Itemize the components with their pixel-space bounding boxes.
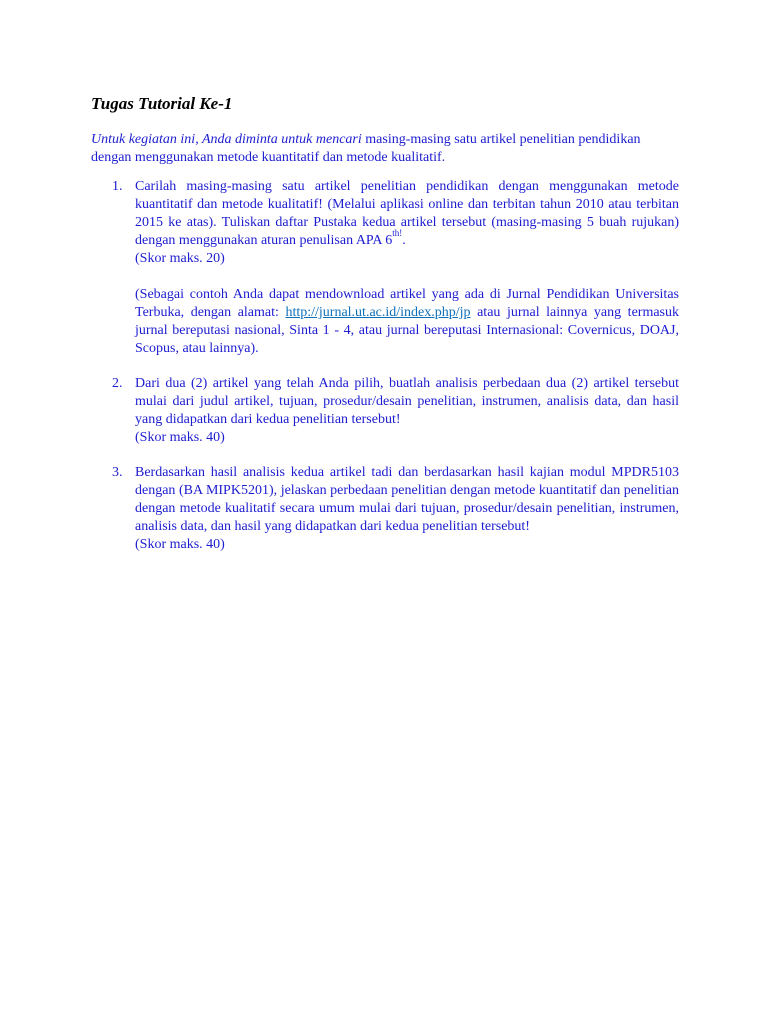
item-text-end: . (402, 233, 406, 248)
list-item (91, 375, 679, 447)
score-label: (Skor maks. 40) (135, 537, 225, 552)
note-text-before-link: (Sebagai contoh Anda dapat mendownload artikel yang ada di Jurnal Pendidikan Universitas Terbuka, dengan alamat: (135, 287, 679, 320)
item-number: 2. (112, 376, 123, 391)
item-text-main: Dari dua (2) artikel yang telah Anda pilih, buatlah analisis perbedaan dua (2) artikel tersebut mulai dari judul artikel, tujuan, prosedur/desain penelitian, instrumen, analisis data, dan hasil yang didapatkan dari kedua penelitian tersebut! (135, 376, 679, 427)
list-item (91, 178, 679, 358)
item-text-main: Berdasarkan hasil analisis kedua artikel tadi dan berdasarkan hasil kajian modul MPDR5103 dengan (BA MIPK5201), jelaskan perbedaan penelitian dengan metode kuantitatif dan penelitian dengan metode kualitatif secara umum mulai dari tujuan, prosedur/desain penelitian, instrumen, analisis data, dan hasil yang didapatkan dari kedua penelitian tersebut! (135, 465, 679, 534)
score-label: (Skor maks. 20) (135, 251, 225, 266)
intro-paragraph (91, 131, 679, 167)
item-number: 3. (112, 465, 123, 480)
item-number: 1. (112, 179, 123, 194)
task-list (91, 178, 679, 554)
superscript-th: th! (392, 228, 403, 239)
item-text-main: Carilah masing-masing satu artikel penelitian pendidikan dengan menggunakan metode kuantitatif dan metode kualitatif! (Melalui aplikasi online dan terbitan tahun 2010 atau terbitan 2015 ke atas). Tuliskan daftar Pustaka kedua artikel tersebut (masing-masing 5 buah rujukan) dengan menggunakan aturan penulisan APA 6 (135, 179, 679, 248)
intro-italic-text: Untuk kegiatan ini, Anda diminta untuk mencari (91, 132, 362, 147)
note-text-after-link: atau jurnal lainnya yang termasuk jurnal bereputasi nasional, Sinta 1 - 4, atau jurnal bereputasi Internasional: Covernicus, DOAJ, Scopus, atau lainnya). (135, 305, 680, 356)
item-text (135, 375, 679, 447)
item-text (135, 178, 679, 268)
score-label: (Skor maks. 40) (135, 430, 225, 445)
list-item (91, 464, 679, 554)
item-text (135, 464, 679, 554)
journal-link[interactable]: http://jurnal.ut.ac.id/index.php/jp (285, 305, 471, 320)
document-page (91, 93, 679, 571)
item-note (135, 286, 679, 358)
page-title: Tugas Tutorial Ke-1 (91, 94, 233, 113)
intro-regular-text: masing-masing satu artikel penelitian pendidikan dengan menggunakan metode kuantitatif dan metode kualitatif. (91, 132, 641, 165)
